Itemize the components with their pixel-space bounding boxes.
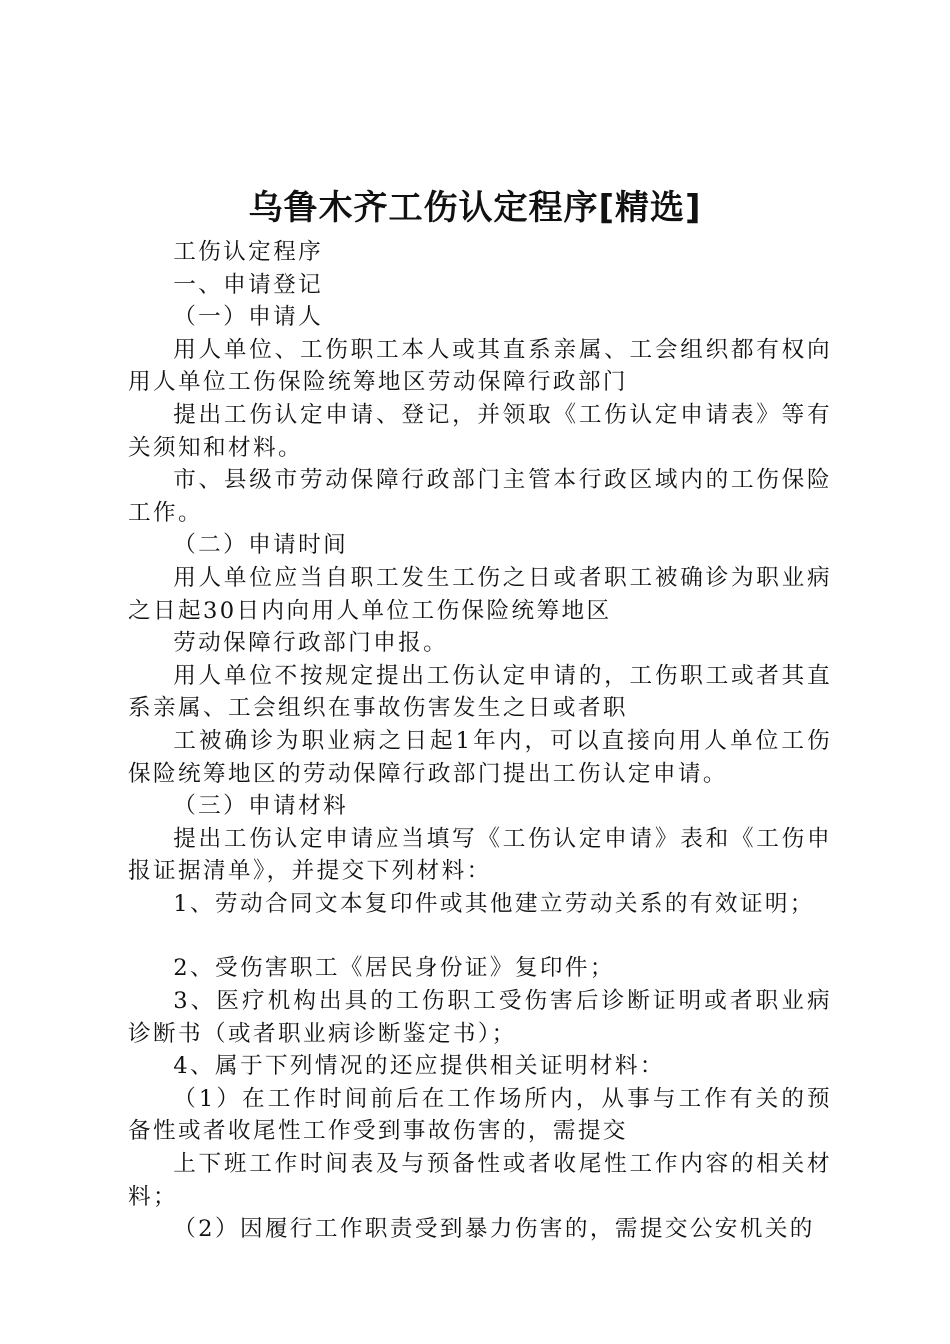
paragraph: 一、申请登记 (173, 271, 324, 298)
paragraph: （2）因履行工作职责受到暴力伤害的，需提交公安机关的 (173, 1216, 815, 1243)
paragraph: 劳动保障行政部门申报。 (173, 630, 449, 657)
paragraph: （1）在工作时间前后在工作场所内，从事与工作有关的预备性或者收尾性工作受到事故伤害的，需提交 (128, 1085, 832, 1145)
paragraph: 上下班工作时间表及与预备性或者收尾性工作内容的相关材料； (128, 1151, 832, 1210)
paragraph: 1、劳动合同文本复印件或其他建立劳动关系的有效证明； (173, 890, 815, 917)
paragraph: 3、医疗机构出具的工伤职工受伤害后诊断证明或者职业病诊断书（或者职业病诊断鉴定书）； (128, 988, 832, 1047)
document-body (128, 236, 832, 1246)
paragraph: 2、受伤害职工《居民身份证》复印件； (173, 955, 615, 982)
paragraph: 用人单位应当自职工发生工伤之日或者职工被确诊为职业病之日起30日内向用人单位工伤保险统筹地区 (128, 564, 832, 624)
paragraph: 4、属于下列情况的还应提供相关证明材料： (173, 1053, 665, 1080)
paragraph: 提出工伤认定申请应当填写《工伤认定申请》表和《工伤申报证据清单》，并提交下列材料： (128, 825, 832, 885)
document-title: 乌鲁木齐工伤认定程序[精选] (248, 188, 702, 228)
paragraph: （一）申请人 (173, 304, 324, 331)
paragraph: （三）申请材料 (173, 793, 349, 820)
paragraph: （二）申请时间 (173, 532, 349, 559)
paragraph: 用人单位、工伤职工本人或其直系亲属、工会组织都有权向用人单位工伤保险统筹地区劳动保障行政部门 (128, 336, 832, 396)
paragraph: 市、县级市劳动保障行政部门主管本行政区域内的工伤保险工作。 (128, 467, 832, 526)
paragraph: 用人单位不按规定提出工伤认定申请的，工伤职工或者其直系亲属、工会组织在事故伤害发生之日或者职 (128, 662, 832, 722)
paragraph: 提出工伤认定申请、登记，并领取《工伤认定申请表》等有关须知和材料。 (128, 401, 832, 461)
paragraph: 工伤认定程序 (173, 239, 324, 265)
paragraph: 工被确诊为职业病之日起1年内，可以直接向用人单位工伤保险统筹地区的劳动保障行政部门提出工伤认定申请。 (128, 727, 832, 787)
